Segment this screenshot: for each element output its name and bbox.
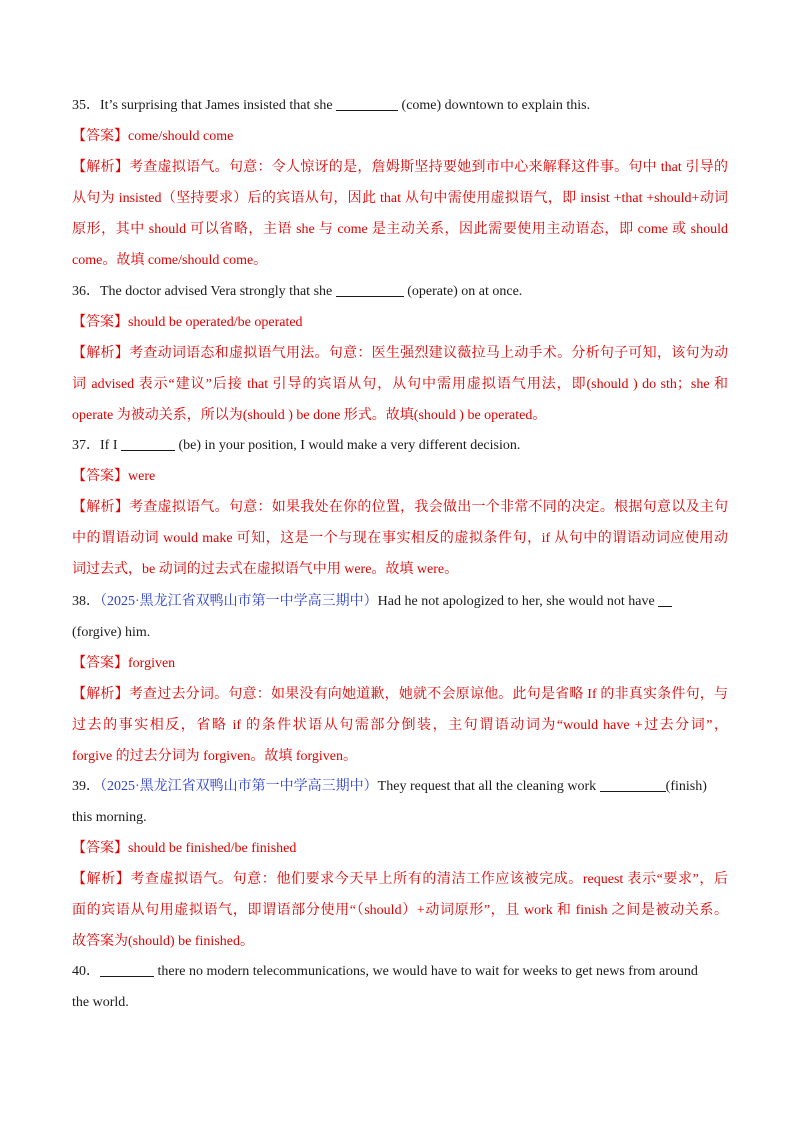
question-stem: [72, 592, 728, 612]
question-36: [72, 282, 728, 426]
answer-tag: 【答案】: [72, 841, 128, 856]
question-stem: [72, 282, 728, 302]
question-text: It’s surprising that James insisted that she: [100, 98, 337, 113]
answer-blank[interactable]: [600, 777, 666, 792]
analysis-line: 故答案为(should) be finished。: [72, 934, 254, 949]
analysis-text: 考查过去分词。句意：如果没有向她道歉，她就不会原谅他。此句是省略 If 的非真实条件句，与: [128, 687, 728, 702]
analysis-line: [72, 685, 728, 705]
analysis: [72, 344, 728, 426]
answer-blank[interactable]: [336, 96, 398, 111]
analysis: [72, 870, 728, 952]
question-text: (forgive) him.: [72, 625, 151, 640]
question-source: （2025·黑龙江省双鸭山市第一中学高三期中）: [100, 594, 378, 609]
analysis-line: [72, 344, 728, 364]
analysis-line: 中的谓语动词 would make 可知，这是一个与现在事实相反的虚拟条件句，if 从句中的谓语动词应使用动: [72, 531, 728, 546]
question-number: 35．: [72, 98, 100, 113]
question-stem: [72, 436, 728, 456]
question-source: （2025·黑龙江省双鸭山市第一中学高三期中）: [100, 779, 378, 794]
question-text: the world.: [72, 995, 129, 1010]
analysis-text: 考查虚拟语气。句意：令人惊讶的是，詹姆斯坚持要她到市中心来解释这件事。句中 that 引导的: [129, 160, 728, 175]
analysis-line: come。故填 come/should come。: [72, 253, 268, 268]
analysis-line: 原形，其中 should 可以省略，主语 she 与 come 是主动关系，因此需要使用主动语态，即 come 或 should: [72, 222, 728, 237]
answer-text: were: [128, 469, 156, 484]
analysis-tag: 【解析】: [72, 160, 130, 175]
analysis-text: 考查虚拟语气。句意：如果我处在你的位置，我会做出一个非常不同的决定。根据句意以及主句: [129, 500, 728, 515]
analysis-line: 面的宾语从句用虚拟语气，即谓语部分使用“（should）+动词原形”，且 work 和 finish 之间是被动关系。: [72, 903, 728, 918]
analysis-tag: 【解析】: [72, 687, 129, 702]
analysis-tag: 【解析】: [72, 500, 130, 515]
analysis: [72, 498, 728, 580]
analysis-text: 考查动词语态和虚拟语气用法。句意：医生强烈建议薇拉马上动手术。分析句子可知，该句为动: [129, 346, 728, 361]
answer-blank[interactable]: [100, 962, 154, 977]
analysis-text: 考查虚拟语气。句意：他们要求今天早上所有的清洁工作应该被完成。request 表示“要求”，后: [130, 872, 728, 887]
question-39: [72, 777, 728, 952]
answer-line: [72, 313, 728, 333]
question-text: Had he not apologized to her, she would not have: [377, 594, 659, 609]
question-35: [72, 96, 728, 271]
question-number: 37．: [72, 438, 100, 453]
question-text: there no modern telecommunications, we would have to wait for weeks to get news from around: [154, 964, 698, 979]
analysis-line: operate 为被动关系，所以为(should ) be done 形式。故填(should ) be operated。: [72, 408, 547, 423]
answer-text: forgiven: [128, 656, 176, 671]
question-stem: [72, 96, 728, 116]
question-text: The doctor advised Vera strongly that she: [100, 284, 336, 299]
analysis-line: 过去的事实相反，省略 if 的条件状语从句需部分倒装，主句谓语动词为“would have +过去分词”，: [72, 718, 728, 733]
question-number: 39．: [72, 779, 100, 794]
question-text: (come) downtown to explain this.: [398, 98, 591, 113]
question-text: (operate) on at once.: [403, 284, 523, 299]
answer-tag: 【答案】: [72, 656, 128, 671]
analysis: [72, 685, 728, 767]
answer-line: [72, 839, 728, 859]
answer-blank[interactable]: [658, 592, 672, 607]
analysis-line: 词 advised 表示“建议”后接 that 引导的宾语从句，从句中需用虚拟语气用法，即(should ) do sth；she 和: [72, 377, 728, 392]
answer-text: come/should come: [128, 129, 234, 144]
analysis-line: [72, 158, 728, 178]
question-text: They request that all the cleaning work: [377, 779, 600, 794]
answer-tag: 【答案】: [72, 315, 128, 330]
question-40: [72, 962, 728, 1013]
analysis-line: forgive 的过去分词为 forgiven。故填 forgiven。: [72, 749, 358, 764]
answer-text: should be operated/be operated: [128, 315, 303, 330]
analysis-tag: 【解析】: [72, 872, 131, 887]
analysis: [72, 158, 728, 271]
answer-tag: 【答案】: [72, 469, 128, 484]
answer-line: [72, 127, 728, 147]
answer-line: [72, 654, 728, 674]
answer-blank[interactable]: [121, 436, 175, 451]
question-stem: [72, 777, 728, 797]
answer-tag: 【答案】: [72, 129, 128, 144]
analysis-line: [72, 498, 728, 518]
question-number: 36．: [72, 284, 100, 299]
question-text: this morning.: [72, 810, 147, 825]
question-37: [72, 436, 728, 580]
analysis-line: 从句为 insisted（坚持要求）后的宾语从句，因此 that 从句中需使用虚拟语气，即 insist +that +should+动词: [72, 191, 728, 206]
answer-text: should be finished/be finished: [128, 841, 297, 856]
analysis-line: [72, 870, 728, 890]
question-number: 40．: [72, 964, 100, 979]
analysis-tag: 【解析】: [72, 346, 130, 361]
question-text: (finish): [665, 779, 707, 794]
question-text: (be) in your position, I would make a very different decision.: [175, 438, 521, 453]
answer-blank[interactable]: [336, 282, 404, 297]
question-text: If I: [100, 438, 121, 453]
question-number: 38．: [72, 594, 100, 609]
analysis-line: 词过去式，be 动词的过去式在虚拟语气中用 were。故填 were。: [72, 562, 459, 577]
question-38: [72, 592, 728, 767]
answer-line: [72, 467, 728, 487]
question-stem: [72, 962, 728, 982]
